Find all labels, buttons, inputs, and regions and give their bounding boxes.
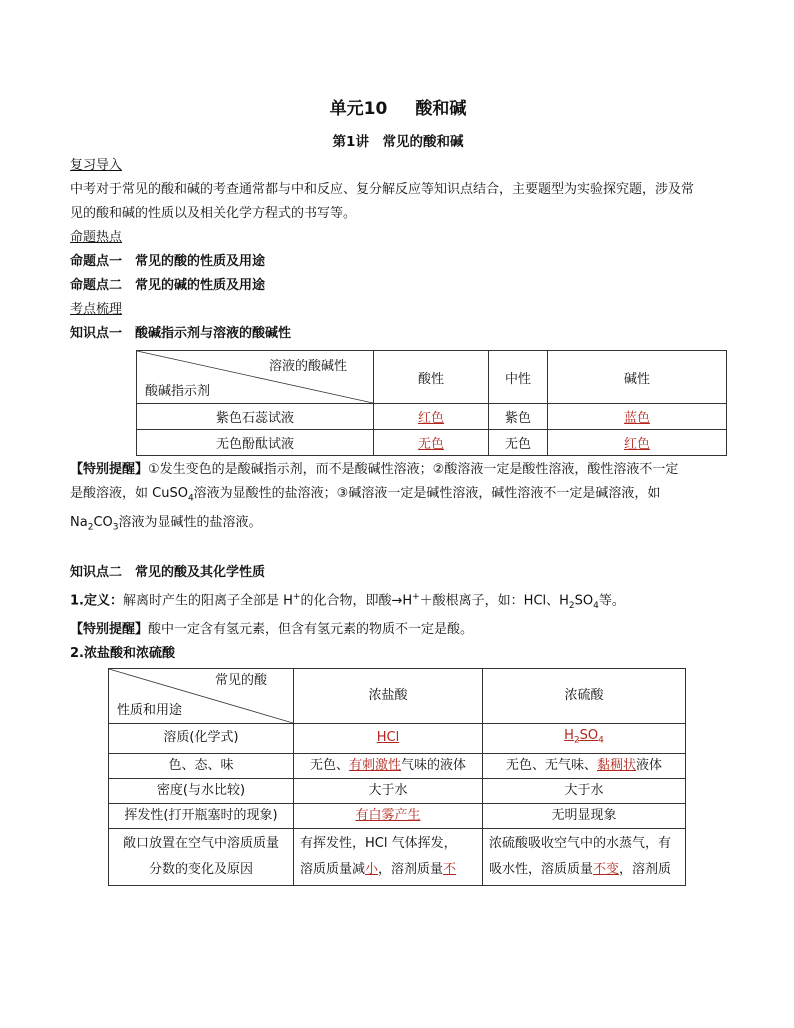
answer-text: 有刺激性 [348,757,401,773]
cell-text: ，溶剂质量 [378,861,444,877]
diagonal-header-cell [109,669,294,724]
tip-text: 溶液为显酸性的盐溶液；③碱溶液一定是碱性溶液，碱性溶液不一定是碱溶液，如 [193,486,661,501]
cell-text: ，溶剂质 [619,861,672,877]
diag-bottom-label: 酸碱指示剂 [145,384,211,399]
table-row [137,404,727,430]
tip-text: 是酸溶液，如 CuSO [70,486,188,501]
table-row [109,803,686,828]
tip-text: 酸中一定含有氢元素，但含有氢元素的物质不一定是酸。 [148,622,474,638]
col-h2so4: 浓硫酸 [483,669,686,724]
unit-number: 单元10 [329,99,388,119]
answer-text: 黏稠状 [596,757,636,773]
table-header-row [109,669,686,724]
row-label: 溶质(化学式) [109,724,294,754]
table-row [109,753,686,778]
row-label-line: 敞口放置在空气中溶质质量 [122,835,279,851]
answer-text: 不变 [593,861,620,877]
acid-comparison-table [108,668,686,886]
tip-text: CO [93,514,113,530]
subscript: 2 [87,522,94,533]
tip-label: 【特别提醒】 [70,622,149,638]
superscript: + [412,592,420,603]
definition-label: 1.定义： [70,593,123,609]
row-name: 紫色石蕊试液 [137,404,374,430]
subscript: 4 [593,601,599,612]
row-label-line: 分数的变化及原因 [148,861,253,877]
cell-text: 紫色 [489,404,548,430]
tip-text: Na [70,514,88,530]
answer-text: 不 [443,861,457,877]
answer-text: 蓝色 [623,411,650,426]
cell-text: 无色、 [309,757,349,773]
table-row [109,724,686,754]
table-row [109,778,686,803]
table-header-row [137,351,727,404]
cell-line [300,857,476,883]
knowledge-point-2-title: 知识点二 常见的酸及其化学性质 [70,565,266,581]
section-2-title: 2.浓盐酸和浓硫酸 [70,646,175,662]
definition-text: 的化合物，即酸→H [300,593,413,609]
definition-text: 解离时产生的阳离子全部是 H [122,593,293,609]
points-heading: 考点梳理 [70,302,123,317]
subscript: 4 [187,493,194,504]
table-row [137,430,727,456]
diag-top-label: 常见的酸 [214,673,267,689]
cell-text: 无色 [489,430,548,456]
cell-text: 大于水 [483,778,686,803]
formula-part: SO [579,728,599,744]
cell-text: 大于水 [294,778,483,803]
subscript: 4 [598,735,604,746]
unit-topic: 酸和碱 [415,99,467,119]
cell-text [483,828,686,885]
answer-text: 有白雾产生 [355,807,421,823]
tip-paragraph-2 [70,482,726,511]
review-paragraph-line1: 中考对于常见的酸和碱的考查通常都与中和反应、复分解反应等知识点结合，主要题型为实验探究题，涉及常 [70,182,695,197]
definition-text: ＋酸根离子，如：HCl、H [419,593,569,609]
cell-text: 无明显现象 [483,803,686,828]
definition-text: SO [574,593,594,609]
answer-text [564,728,604,746]
answer-text: 红色 [417,411,444,426]
row-label: 色、态、味 [109,753,294,778]
row-label: 密度(与水比较) [109,778,294,803]
row-label [109,828,294,885]
formula-part: H [564,728,574,744]
row-label: 挥发性(打开瓶塞时的现象) [109,803,294,828]
hotspot-item-1: 命题点一 常见的酸的性质及用途 [70,254,266,269]
subscript: 2 [573,735,580,746]
tip-label: 【特别提醒】 [70,462,149,477]
answer-text: 红色 [623,437,650,452]
subscript: 2 [568,601,575,612]
cell-text: 气味的液体 [401,757,467,773]
diagonal-header-cell [137,351,374,404]
superscript: + [292,592,301,603]
cell-text [294,828,483,885]
hotspots-heading: 命题热点 [70,230,123,245]
answer-text: 无色 [417,437,444,452]
table-row [109,828,686,885]
answer-text: HCl [376,730,400,746]
cell-text: 无色、无气味、 [505,757,597,773]
tip-text: ①发生变色的是酸碱指示剂，而不是酸碱性溶液；②酸溶液一定是酸性溶液，酸性溶液不一定 [148,462,679,477]
definition-line [70,585,726,618]
tip-paragraph-1 [70,458,726,482]
cell-line: 浓硫酸吸收空气中的水蒸气，有 [489,835,672,851]
document-page [70,96,726,886]
tip-paragraph-3 [70,511,726,540]
hotspot-item-2: 命题点二 常见的碱的性质及用途 [70,278,266,293]
col-hcl: 浓盐酸 [294,669,483,724]
diag-bottom-label: 性质和用途 [117,703,183,719]
tip-paragraph-k2 [70,618,726,642]
review-heading: 复习导入 [70,158,123,173]
unit-title [70,96,726,122]
cell-line: 有挥发性，HCl 气体挥发， [300,835,457,851]
cell-line [489,857,679,883]
row-name: 无色酚酞试液 [137,430,374,456]
cell-text: 吸水性，溶质质量 [489,861,594,877]
col-neutral: 中性 [489,351,548,404]
knowledge-point-1-title: 知识点一 酸碱指示剂与溶液的酸碱性 [70,326,292,341]
cell-text: 溶质质量减 [300,861,366,877]
col-base: 碱性 [548,351,727,404]
review-paragraph-line2: 见的酸和碱的性质以及相关化学方程式的书写等。 [70,206,357,221]
answer-text: 小 [365,861,379,877]
indicator-table [136,350,727,456]
subscript: 3 [112,522,119,533]
definition-text: 等。 [598,593,625,609]
lecture-title: 第1讲 常见的酸和碱 [332,134,464,150]
cell-text: 液体 [636,757,663,773]
tip-text: 溶液为显碱性的盐溶液。 [118,514,262,530]
diag-top-label: 溶液的酸碱性 [268,359,347,374]
col-acid: 酸性 [374,351,489,404]
